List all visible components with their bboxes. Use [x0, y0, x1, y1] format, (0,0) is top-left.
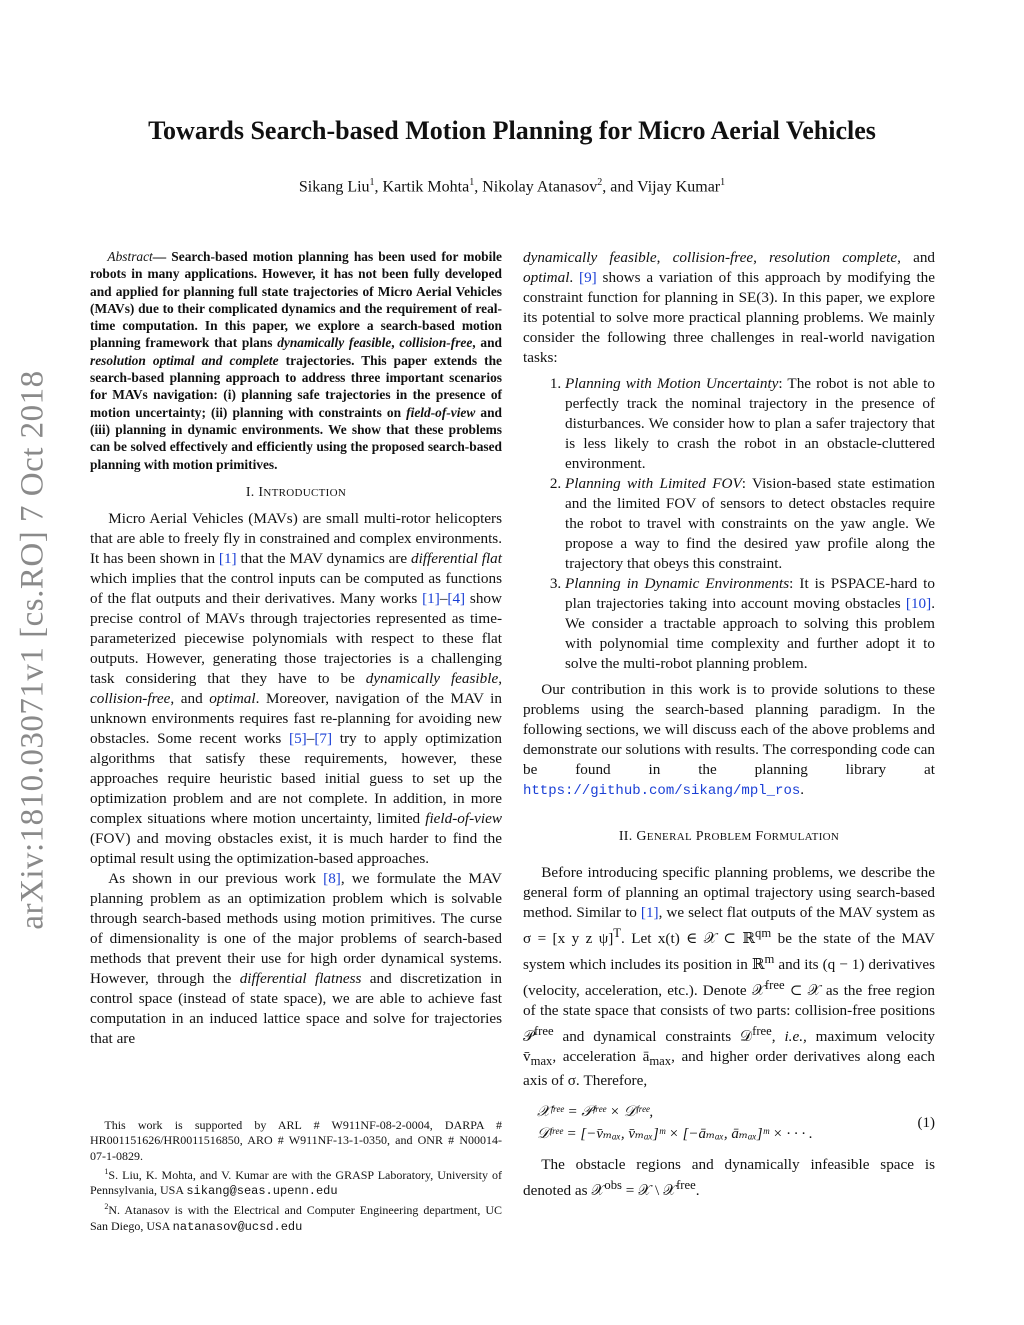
right-intro-paragraph: dynamically feasible, collision-free, resolution complete, and optimal. [9] shows a variation of this approach by modifying the constraint function for planning in SE(3). In this paper, we explore its potential to solve more practical planning problems. We mainly consider the following three challenges in real-world navigation tasks:: [523, 249, 936, 366]
footnotes: [90, 1118, 502, 1235]
list-item: 3. Planning in Dynamic Environments: It is PSPACE-hard to plan trajectories taking into account moving obstacles [10]. We consider a tractable approach to solving this problem with polynomial time complexity and further adopt it to solve the multi-robot planning problem.: [565, 574, 935, 674]
citation-link[interactable]: [4]: [447, 589, 466, 607]
affiliation-footnote-2: $^2$N. Atanasov is with the Electrical and Computer Engineering department, UC San Diego, USA natanasov@ucsd.edu: [90, 1202, 502, 1234]
challenge-list: [523, 374, 935, 674]
funding-footnote: This work is supported by ARL # W911NF-08-2-0004, DARPA # HR001151626/HR0011516850, ARO # W911NF-13-1-0350, and ONR # N00014-07-1-0829.: [90, 1118, 502, 1163]
abstract-text: trajectories. This paper extends the search-based planning approach to address three important scenarios for MAVs navigation: (i) planning safe trajectories in the presence of motion uncertainty; (ii) planning with constraints on: [90, 352, 502, 420]
email-address: natanasov@ucsd.edu: [172, 1219, 303, 1234]
abstract-emphasis: resolution optimal and complete: [90, 352, 279, 368]
citation-link[interactable]: [9]: [579, 269, 597, 286]
abstract-text: , and: [472, 335, 502, 351]
author-name: Sikang Liu: [298, 178, 370, 196]
right-column: [523, 248, 935, 1201]
equation-number: (1): [917, 1115, 935, 1132]
citation-link[interactable]: [10]: [905, 595, 932, 612]
section-number: I.: [245, 484, 255, 500]
formulation-paragraph-1: Before introducing specific planning problems, we describe the general form of planning an optimal trajectory using search-based method. Similar to [1], we select flat outputs of the MAV system as σ = [x y z ψ]$^T$. Let x(t) ∈ 𝒳 ⊂ ℝ$^{qm}$ be the state of the MAV system which includes its position in ℝ$^m$ and its (q − 1) derivatives (velocity, acceleration, etc.). Denote 𝒳$^{free}$ ⊂ 𝒳 as the free region of the state space that consists of two parts: collision-free positions 𝒫$^{free}$ and dynamical constraints 𝒟$^{free}$, i.e., maximum velocity $v̄_{max}$, acceleration $ā_{max}$, and higher order derivatives along each axis of σ. Therefore,: [523, 864, 936, 1090]
formulation-paragraph-2: The obstacle regions and dynamically infeasible space is denoted as 𝒳$^{obs}$ = 𝒳 \ 𝒳$^{free}$.: [523, 1156, 935, 1200]
left-column: [90, 248, 502, 1049]
citation-link[interactable]: [1]: [640, 904, 659, 921]
intro-paragraph-2: As shown in our previous work [8], we formulate the MAV planning problem as an optimization problem which is solvable through search-based methods using motion primitives. The curse of dimensionality is one of the major problems of search-based methods that prevent their use for high order dynamical systems. However, through the differential flatness and discretization in control space (instead of state space), we are able to achieve fast computation in an induced lattice space and solve for trajectories that are: [90, 869, 502, 1047]
citation-link[interactable]: [7]: [314, 729, 333, 747]
abstract-emphasis: dynamically feasible: [277, 335, 392, 351]
paper-title: Towards Search-based Motion Planning for Micro Aerial Vehicles: [148, 116, 876, 145]
citation-link[interactable]: [5]: [289, 729, 307, 747]
heading-rest: NTRODUCTION: [263, 486, 347, 499]
abstract-text: ,: [391, 335, 400, 351]
email-address: sikang@seas.upenn.edu: [186, 1184, 338, 1199]
author-list: Sikang Liu$^1$, Kartik Mohta$^1$, Nikolay Atanasov$^2$, and Vijay Kumar$^1$: [298, 177, 726, 196]
abstract-text: and (iii) planning in dynamic environments. We show that these problems can be solved effectively and efficiently using the proposed search-based planning with motion primitives.: [90, 404, 502, 472]
author-name: Vijay Kumar: [637, 178, 721, 196]
citation-link[interactable]: [1]: [218, 549, 237, 567]
citation-link[interactable]: [8]: [323, 869, 341, 887]
equation-line: 𝒟ᶠʳᵉᵉ = [−v̄ₘₐₓ, v̄ₘₐₓ]ᵐ × [−āₘₐₓ, āₘₐₓ]ᵐ × · · · .: [537, 1126, 813, 1143]
equation-line: 𝒳ᶠʳᵉᵉ = 𝒫ᶠʳᵉᵉ × 𝒟ᶠʳᵉᵉ,: [537, 1104, 654, 1121]
abstract-emphasis: collision-free: [399, 335, 473, 351]
section-heading-problem-formulation: II. GENERAL PROBLEM FORMULATION: [618, 829, 840, 844]
citation-link[interactable]: [1]: [422, 589, 440, 607]
code-repository-link[interactable]: https://github.com/sikang/mpl_ros: [523, 783, 801, 799]
abstract: [90, 248, 502, 473]
abstract-label: Abstract: [107, 249, 153, 264]
abstract-text: — Search-based motion planning has been used for mobile robots in many applications. However, it has not been fully developed and applied for planning full state trajectories of Micro Aerial Vehicles (MAVs) due to their complicated dynamics and the requirement of real-time computation. In this paper, we explore a search-based motion planning framework that plans: [90, 249, 502, 351]
arxiv-stamp-text: arXiv:1810.03071v1 [cs.RO] 7 Oct 2018: [14, 370, 51, 930]
author-affiliation: 1: [369, 177, 375, 188]
heading-initial: I: [258, 484, 264, 500]
equation-1: [523, 1101, 935, 1145]
intro-paragraph-1: Micro Aerial Vehicles (MAVs) are small multi-rotor helicopters that are able to freely fly in constrained and complex environments. It has been shown in [1] that the MAV dynamics are differential flat which implies that the control inputs can be computed as functions of the flat outputs and their derivatives. Many works [1]–[4] show precise control of MAVs through trajectories represented as time-parameterized piecewise polynomials with respect to these flat outputs. However, generating those trajectories is a challenging task considering that they have to be dynamically feasible, collision-free, and optimal. Moreover, navigation of the MAV in unknown environments requires fast re-planning for avoiding new obstacles. Some recent works [5]–[7] try to apply optimization algorithms that satisfy these requirements, however, these approaches require heuristic based initial guess to set up the optimization problem and are not complete. In addition, in more complex situations where motion uncertainty, limited field-of-view (FOV) and moving obstacles exist, it is much harder to find the optimal result using the optimization-based approaches.: [90, 509, 503, 867]
author-affiliation: 2: [597, 177, 603, 188]
affiliation-footnote-1: $^1$S. Liu, K. Mohta, and V. Kumar are with the GRASP Laboratory, University of Pennsylvania, USA sikang@seas.upenn.edu: [90, 1166, 502, 1199]
list-item: 2. Planning with Limited FOV: Vision-based state estimation and the limited FOV of sensors to detect obstacles require the robot to travel with constraints on the yaw angle. We propose a way to find the desired yaw profile along the trajectory that obeys this constraint.: [565, 474, 935, 574]
author-affiliation: 1: [720, 177, 726, 188]
section-number: II.: [618, 829, 633, 844]
contribution-paragraph: Our contribution in this work is to provide solutions to these problems using the search-based planning paradigm. In the following sections, we will discuss each of the above problems and demonstrate our solutions with results. The corresponding code can be found in the planning library at https://github.com/sikang/mpl_ros.: [523, 681, 935, 799]
abstract-emphasis: field-of-view: [406, 404, 476, 420]
list-item: 1. Planning with Motion Uncertainty: The robot is not able to perfectly track the nominal trajectory in the presence of disturbances. We consider how to plan a safer trajectory that is less likely to crash the robot in an obstacle-cluttered environment.: [565, 374, 935, 474]
author-affiliation: 1: [469, 177, 475, 188]
author-name: Nikolay Atanasov: [482, 178, 598, 196]
arxiv-stamp: [8, 360, 58, 940]
author-name: Kartik Mohta: [382, 178, 470, 196]
section-heading-introduction: [90, 483, 502, 503]
